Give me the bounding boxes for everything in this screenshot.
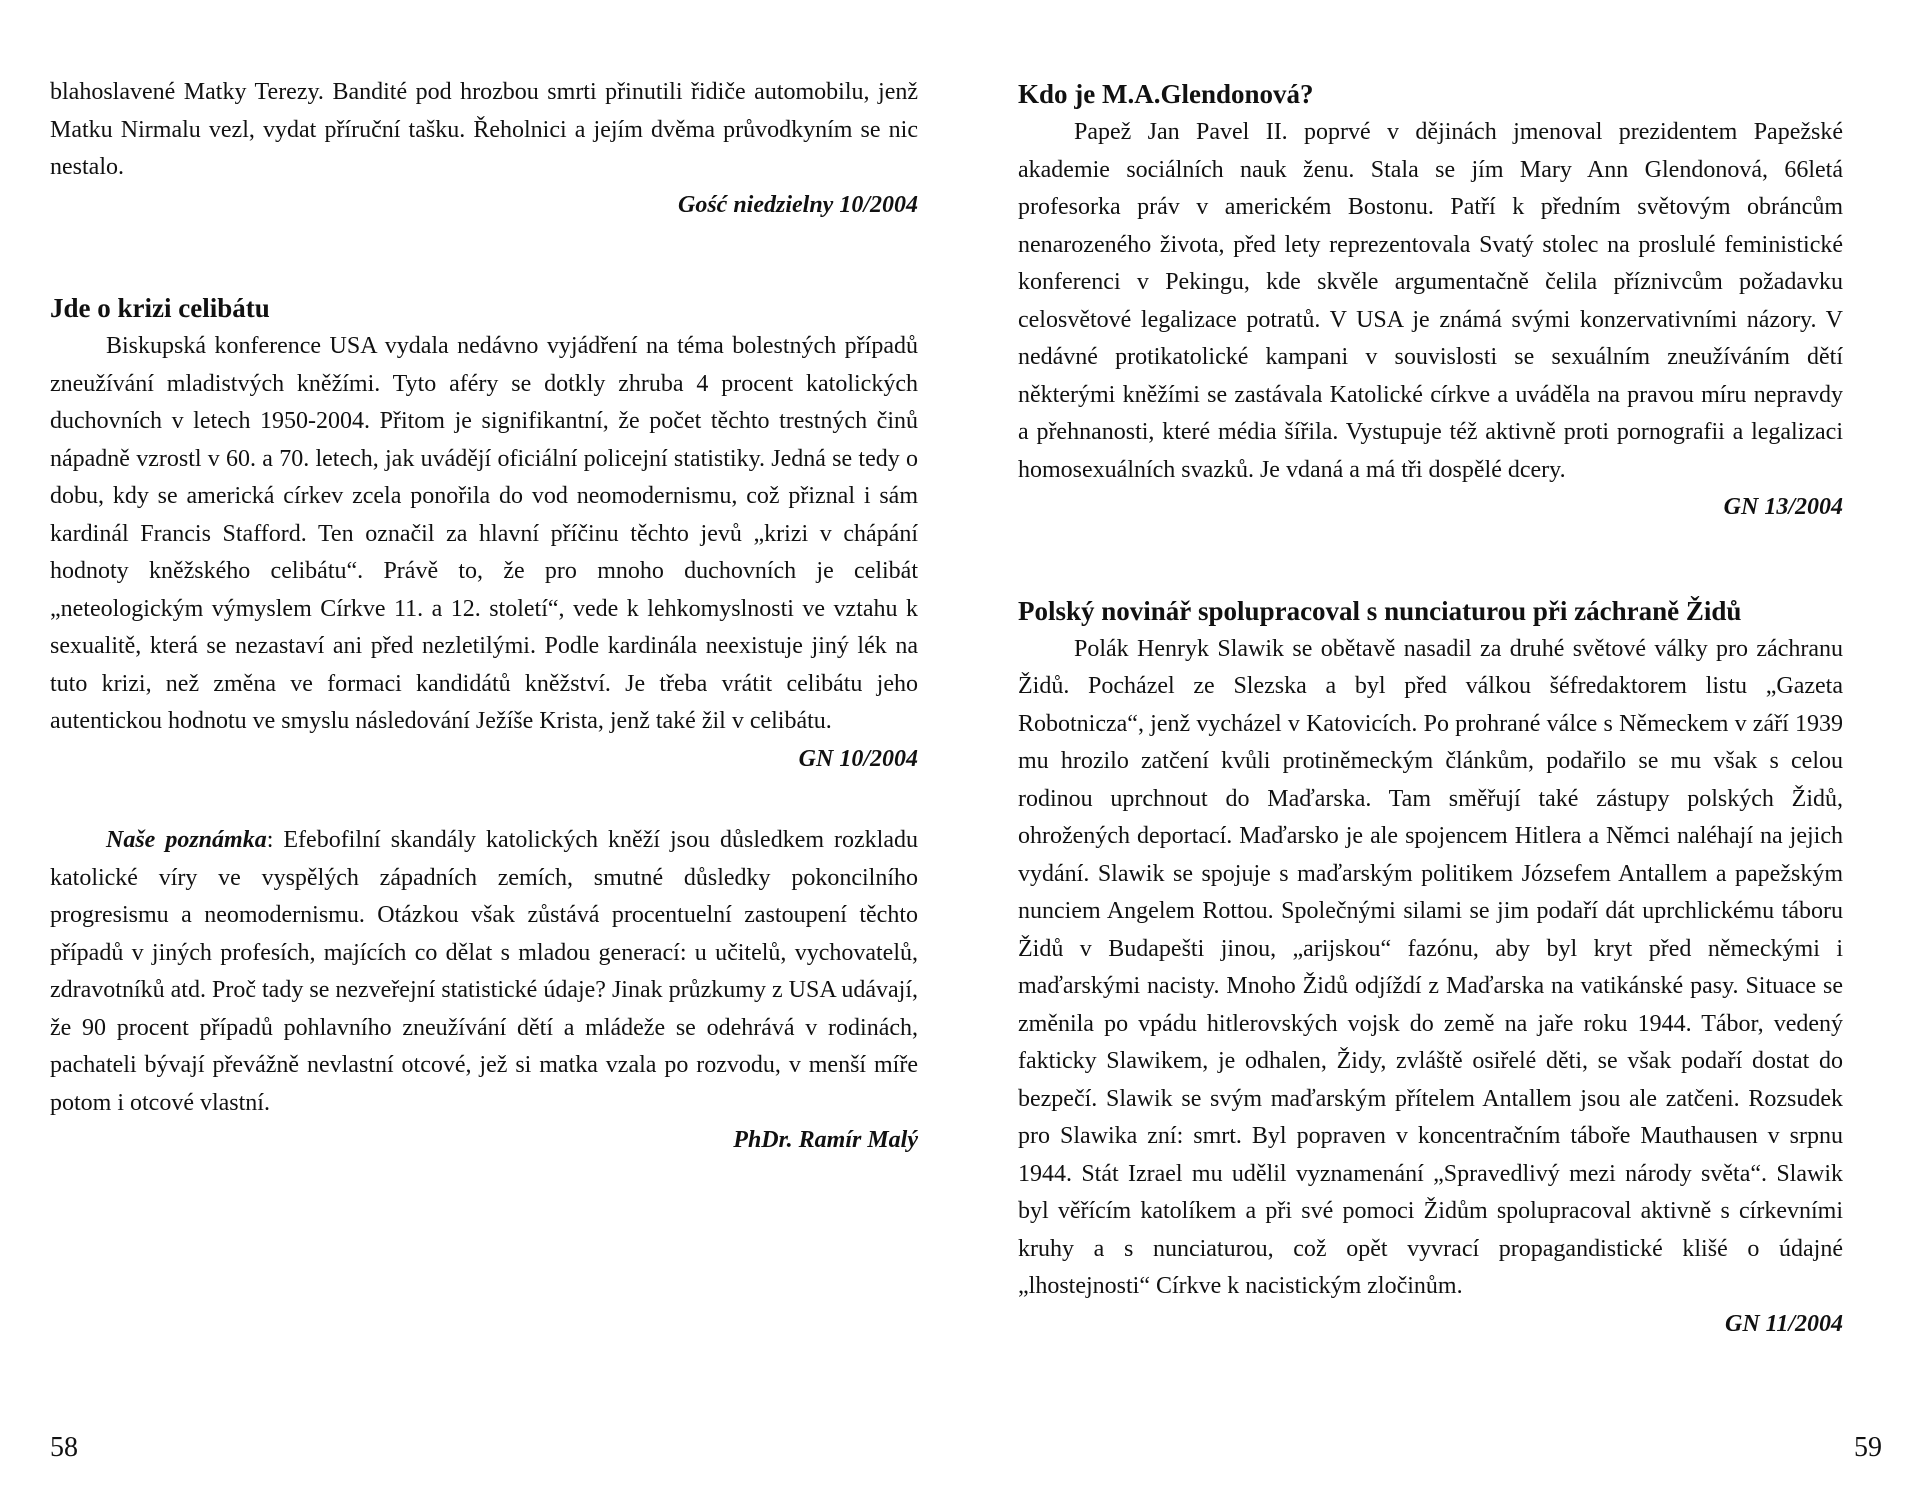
article-body-slawik: Polák Henryk Slawik se obětavě nasadil za druhé světové války pro záchranu Židů. Pocházel ze Slezska a byl před válkou šéfredaktorem listu „Gazeta Robotnicza“, jenž vycházel v Katovicích. Po prohrané válce s Německem v září 1939 mu hrozilo zatčení kvůli protiněmeckým článkům, podařilo se mu však s celou rodinou uprchnout do Maďarska. Tam směřují také zástupy polských Židů, ohrožených deportací. Maďarsko je ale spojencem Hitlera a Němci naléhají na jejich vydání. Slawik se spojuje s maďarským politikem Józsefem Antallem a papežským nunciem Angelem Rottou. Společnými silami se jim podaří dát uprchlickému táboru Židů v Budapešti jinou, „arijskou“ fazónu, aby byl kryt před německými i maďarskými nacisty. Mnoho Židů odjíždí z Maďarska na vatikánské pasy. Situace se změnila po vpádu hitlerovských vojsk do země na jaře roku 1944. Tábor, vedený fakticky Slawikem, je odhalen, Židy, zvláště osiřelé děti, se však podaří dostat do bezpečí. Slawik se svým maďarským přítelem Antallem jsou ale zatčeni. Rozsudek pro Slawika zní: smrt. Byl popraven v koncentračním táboře Mauthausen v srpnu 1944. Stát Izrael mu udělil vyznamenání „Spravedlivý mezi národy světa“. Slawik byl věřícím katolíkem a při své pomoci Židům spolupracoval aktivně s církevními kruhy a s nunciaturou, což opět vyvrací propagandistické klišé o údajné „lhostejnosti“ Církve k nacistickým zločinům. [1018,635,1843,1299]
article-body-glendon: Papež Jan Pavel II. poprvé v dějinách jmenoval prezidentem Papežské akademie sociálních nauk ženu. Stala se jím Mary Ann Glendonová, 66letá profesorka práv v americkém Bostonu. Patří k předním světovým obráncům nenarozeného života, před lety reprezentovala Svatý stolec na proslulé feministické konferenci v Pekingu, kde skvěle argumentačně čelila příznivcům požadavku celosvětové legalizace potratů. V USA je známá svými konzervativními názory. V nedávné protikatolické kampani v souvislosti se sexuálním zneužíváním dětí některými kněžími se zastávala Katolické církve a uváděla na pravou míru nepravdy a přehnanosti, které média šířila. Vystupuje též aktivně proti pornografii a legalizaci homosexuálních svazků. Je vdaná a má tři dospělé dcery. [1018,119,1843,483]
article-title-celibacy: Jde o krizi celibátu [50,293,270,323]
right-column [1018,74,1843,1343]
article-source-celibacy: GN 10/2004 [798,745,918,772]
intro-source: Gość niedzielny 10/2004 [678,191,918,218]
article-source-slawik: GN 11/2004 [1724,1310,1843,1337]
right-page [957,0,1914,1500]
article-source-glendon: GN 13/2004 [1723,494,1843,520]
note-author: PhDr. Ramír Malý [733,1127,918,1153]
page-number-left: 58 [50,1432,78,1463]
note-paragraph [50,822,918,1122]
article-title-glendon: Kdo je M.A.Glendonová? [1018,79,1314,109]
left-column [50,74,918,1160]
page-number-right: 59 [1854,1432,1882,1463]
note-label: Naše poznámka [106,827,267,853]
note-text: : Efebofilní skandály katolických kněží jsou důsledkem rozkladu katolické víry ve vyspělých západních zemích, smutné důsledky pokoncilního progresismu a neomodernismu. Otázkou však zůstává procentuelní zastoupení těchto případů v jiných profesích, majících co dělat s mladou generací: u učitelů, vychovatelů, zdravotníků atd. Proč tady se nezveřejní statistické údaje? Jinak průzkumy z USA udávají, že 90 procent případů pohlavního zneužívání dětí a mládeže se odehrává v rodinách, pachateli bývají převážně nevlastní otcové, jež si matka vzala po rozvodu, v menší míře potom i otcové vlastní. [50,827,918,1116]
article-title-slawik: Polský novinář spolupracoval s nunciaturou při záchraně Židů [1018,595,1742,626]
spacer [50,778,918,822]
intro-paragraph: blahoslavené Matky Terezy. Bandité pod hrozbou smrti přinutili řidiče automobilu, jenž Matku Nirmalu vezl, vydat příruční tašku. Řeholnici a jejím dvěma průvodkyním se nic nestalo. [50,79,918,180]
spacer [50,224,918,288]
article-body-celibacy: Biskupská konference USA vydala nedávno vyjádření na téma bolestných případů zneužívání mladistvých kněžími. Tyto aféry se dotkly zhruba 4 procent katolických duchovních v letech 1950-2004. Přitom je signifikantní, že počet těchto trestných činů nápadně vzrostl v 60. a 70. letech, jak uvádějí oficiální policejní statistiky. Jedná se tedy o dobu, kdy se americká církev zcela ponořila do vod neomodernismu, což přiznal i sám kardinál Francis Stafford. Ten označil za hlavní příčinu těchto jevů „krizi v chápání hodnoty kněžského celibátu“. Právě to, že pro mnoho duchovních je celibát „neteologickým výmyslem Církve 11. a 12. století“, vede k lehkomyslnosti ve vztahu k sexualitě, která se nezastaví ani před nezletilými. Podle kardinála neexistuje jiný lék na tuto krizi, než změna ve formaci kandidátů kněžství. Je třeba vrátit celibátu jeho autentickou hodnotu ve smyslu následování Ježíše Krista, jenž také žil v celibátu. [50,333,918,734]
spacer [1018,527,1843,591]
